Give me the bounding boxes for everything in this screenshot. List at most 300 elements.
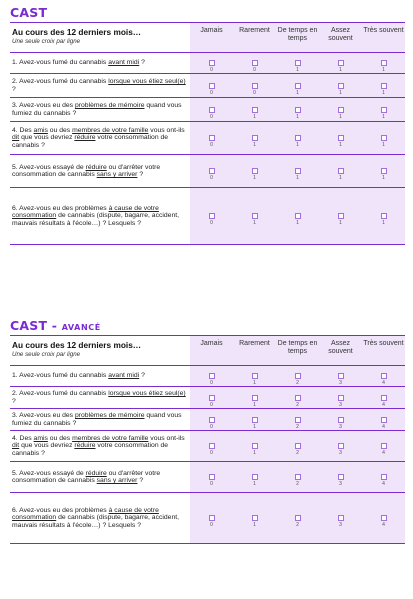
emphasized-text: membres de votre famille (72, 126, 149, 134)
answer-option (338, 213, 344, 226)
score-value: 1 (296, 142, 299, 148)
score-value: 4 (382, 423, 385, 430)
score-value: 1 (339, 67, 342, 73)
question-text (10, 431, 190, 462)
question-text-segment: ? (137, 171, 144, 178)
score-value: 1 (253, 175, 256, 181)
question-row (10, 409, 405, 431)
answer-option (209, 168, 215, 181)
score-value: 2 (296, 522, 299, 528)
score-value: 3 (339, 481, 342, 487)
score-value: 3 (339, 380, 342, 386)
question-text-segment: 6. Avez-vous eu des problèmes (12, 506, 109, 514)
question-header-instruction: Une seule croix par ligne (12, 351, 81, 358)
answer-checkbox[interactable] (338, 417, 344, 423)
answer-cell (362, 493, 405, 544)
question-text (10, 98, 190, 122)
answer-option (252, 515, 258, 528)
score-value: 0 (210, 401, 213, 408)
answer-option (209, 515, 215, 528)
section-title: CAST - AVANCÉ (10, 318, 101, 333)
answer-header-tres-souvent: Très souvent (362, 336, 405, 366)
score-value: 4 (382, 380, 385, 386)
question-text-segment: que vous devriez (19, 442, 75, 450)
answer-cell (190, 366, 233, 387)
score-value: 1 (253, 450, 256, 456)
answer-cell (190, 188, 233, 245)
answer-option (338, 417, 344, 430)
answer-cell (362, 188, 405, 245)
score-value: 0 (210, 423, 213, 430)
score-value: 1 (339, 113, 342, 120)
score-value: 2 (296, 481, 299, 487)
question-text-segment: de cannabis (dispute, bagarre, accident, mauvais résultats à l'école…) ? Lesquels ? (12, 514, 180, 529)
emphasized-text: dit (12, 442, 20, 450)
answer-cell (362, 53, 405, 74)
answer-option (209, 107, 215, 120)
answer-header-jamais: Jamais (190, 23, 233, 53)
answer-checkbox[interactable] (295, 474, 301, 480)
answer-checkbox[interactable] (252, 168, 258, 174)
score-value: 0 (253, 89, 256, 96)
score-value: 1 (296, 220, 299, 226)
answer-cell (233, 387, 276, 409)
score-value: 0 (210, 481, 213, 487)
answer-option (252, 417, 258, 430)
answer-cell (233, 122, 276, 155)
question-text-segment: 3. Avez-vous eu des (12, 102, 75, 109)
answer-checkbox[interactable] (381, 107, 387, 113)
answer-cell (276, 188, 319, 245)
score-value: 0 (210, 89, 213, 96)
answer-checkbox[interactable] (338, 515, 344, 521)
answer-checkbox[interactable] (295, 373, 301, 379)
score-value: 1 (382, 67, 385, 73)
question-text-segment: de cannabis (dispute, bagarre, accident, mauvais résultats à l'école…) ? Lesquels ? (12, 212, 180, 227)
score-value: 1 (382, 113, 385, 120)
answer-option (338, 135, 344, 148)
question-text-segment: 4. Des (12, 126, 34, 134)
emphasized-text: sans y arriver (96, 171, 138, 178)
question-row (10, 462, 405, 493)
answer-cell (362, 366, 405, 387)
answer-option (338, 373, 344, 386)
question-text (10, 409, 190, 431)
answer-option (295, 395, 301, 408)
score-value: 4 (382, 522, 385, 528)
score-value: 1 (296, 113, 299, 120)
header-row (10, 336, 405, 366)
answer-cell (362, 122, 405, 155)
answer-checkbox[interactable] (338, 83, 344, 89)
answer-option (295, 213, 301, 226)
answer-option (338, 60, 344, 73)
question-text-segment: quand vous fumiez du cannabis ? (12, 102, 182, 117)
questionnaire-table (10, 335, 405, 544)
answer-checkbox[interactable] (252, 474, 258, 480)
answer-checkbox[interactable] (381, 83, 387, 89)
answer-checkbox[interactable] (295, 213, 301, 219)
answer-checkbox[interactable] (295, 107, 301, 113)
answer-checkbox[interactable] (338, 107, 344, 113)
question-row (10, 74, 405, 98)
answer-checkbox[interactable] (338, 60, 344, 66)
answer-cell (319, 122, 362, 155)
question-text (10, 387, 190, 409)
answer-checkbox[interactable] (252, 107, 258, 113)
section-title: CAST (10, 5, 48, 20)
answer-cell (319, 409, 362, 431)
emphasized-text: lorsque vous étiez seul(e) (108, 78, 186, 85)
answer-cell (362, 431, 405, 462)
answer-option (338, 168, 344, 181)
answer-option (295, 168, 301, 181)
answer-option (209, 395, 215, 408)
emphasized-text: réduire (74, 134, 96, 142)
question-text-segment: 5. Avez-vous essayé de (12, 163, 86, 171)
answer-checkbox[interactable] (295, 443, 301, 449)
answer-checkbox[interactable] (209, 107, 215, 113)
answer-option (252, 83, 258, 96)
answer-checkbox[interactable] (209, 213, 215, 219)
answer-cell (190, 98, 233, 122)
emphasized-text: membres de votre famille (72, 434, 149, 442)
answer-cell (233, 98, 276, 122)
answer-checkbox[interactable] (209, 135, 215, 141)
answer-cell (319, 431, 362, 462)
question-header-title: Au cours des 12 derniers mois… (12, 340, 142, 350)
answer-header-rarement: Rarement (233, 336, 276, 366)
answer-option (295, 417, 301, 430)
question-row (10, 366, 405, 387)
question-text-segment: votre consommation de cannabis ? (12, 442, 169, 457)
answer-cell (233, 53, 276, 74)
answer-cell (276, 53, 319, 74)
answer-cell (190, 122, 233, 155)
answer-cell (276, 366, 319, 387)
score-value: 1 (382, 89, 385, 96)
answer-option (295, 60, 301, 73)
answer-option (252, 373, 258, 386)
score-value: 1 (253, 522, 256, 528)
question-text-segment: ? (139, 59, 145, 67)
answer-checkbox[interactable] (381, 135, 387, 141)
question-text (10, 53, 190, 74)
answer-checkbox[interactable] (381, 213, 387, 219)
score-value: 0 (210, 380, 213, 386)
answer-checkbox[interactable] (338, 135, 344, 141)
answer-cell (276, 431, 319, 462)
answer-checkbox[interactable] (252, 417, 258, 423)
question-text-segment: 1. Avez-vous fumé du cannabis (12, 59, 109, 67)
question-row (10, 431, 405, 462)
answer-option (252, 135, 258, 148)
answer-checkbox[interactable] (338, 213, 344, 219)
answer-option (209, 135, 215, 148)
question-text-segment: votre consommation de cannabis ? (12, 134, 169, 149)
emphasized-text: dit (12, 134, 20, 142)
answer-option (209, 443, 215, 456)
answer-checkbox[interactable] (381, 515, 387, 521)
score-value: 2 (296, 401, 299, 408)
answer-checkbox[interactable] (209, 417, 215, 423)
answer-checkbox[interactable] (381, 60, 387, 66)
answer-cell (319, 493, 362, 544)
answer-checkbox[interactable] (209, 443, 215, 449)
score-value: 4 (382, 450, 385, 456)
question-header-title: Au cours des 12 derniers mois… (12, 27, 142, 37)
answer-checkbox[interactable] (209, 373, 215, 379)
answer-checkbox[interactable] (338, 168, 344, 174)
emphasized-text: sans y arriver (96, 477, 138, 484)
section-subtitle: AVANCÉ (61, 323, 101, 332)
answer-cell (190, 409, 233, 431)
emphasized-text: à cause de votre consommation (12, 506, 159, 522)
score-value: 1 (253, 423, 256, 430)
answer-checkbox[interactable] (295, 83, 301, 89)
score-value: 4 (382, 401, 385, 408)
question-text-segment: ou des (47, 126, 73, 134)
score-value: 1 (382, 142, 385, 148)
answer-cell (319, 74, 362, 98)
answer-checkbox[interactable] (295, 168, 301, 174)
answer-cell (233, 431, 276, 462)
answer-option (295, 135, 301, 148)
answer-option (295, 443, 301, 456)
question-text-segment: ? (137, 477, 144, 484)
answer-checkbox[interactable] (209, 83, 215, 89)
answer-cell (233, 409, 276, 431)
answer-checkbox[interactable] (209, 60, 215, 66)
score-value: 2 (296, 380, 299, 386)
score-value: 1 (253, 401, 256, 408)
answer-option (381, 135, 387, 148)
question-row (10, 122, 405, 155)
answer-option (209, 417, 215, 430)
answer-option (338, 107, 344, 120)
question-row (10, 387, 405, 409)
score-value: 3 (339, 401, 342, 408)
answer-cell (319, 366, 362, 387)
answer-checkbox[interactable] (252, 83, 258, 89)
answer-checkbox[interactable] (252, 213, 258, 219)
answer-checkbox[interactable] (295, 395, 301, 401)
score-value: 1 (339, 220, 342, 226)
answer-checkbox[interactable] (209, 474, 215, 480)
answer-cell (233, 188, 276, 245)
answer-cell (190, 493, 233, 544)
answer-cell (319, 188, 362, 245)
answer-cell (276, 98, 319, 122)
answer-checkbox[interactable] (209, 168, 215, 174)
answer-option (209, 60, 215, 73)
answer-checkbox[interactable] (252, 395, 258, 401)
answer-checkbox[interactable] (252, 443, 258, 449)
question-text-segment: 6. Avez-vous eu des problèmes (12, 204, 109, 212)
answer-checkbox[interactable] (381, 373, 387, 379)
emphasized-text: problèmes de mémoire (74, 412, 145, 419)
answer-cell (276, 74, 319, 98)
answer-cell (233, 493, 276, 544)
answer-header-assez-souvent: Assez souvent (319, 336, 362, 366)
question-text-segment: ou d'arrêter votre consommation de cannabis (12, 163, 161, 178)
score-value: 1 (339, 89, 342, 96)
answer-cell (276, 155, 319, 188)
score-value: 0 (210, 113, 213, 120)
answer-option (381, 515, 387, 528)
answer-checkbox[interactable] (338, 373, 344, 379)
score-value: 3 (339, 522, 342, 528)
score-value: 3 (339, 450, 342, 456)
score-value: 1 (382, 175, 385, 181)
header-row (10, 23, 405, 53)
answer-checkbox[interactable] (209, 515, 215, 521)
answer-option (252, 213, 258, 226)
answer-option (338, 443, 344, 456)
answer-checkbox[interactable] (338, 395, 344, 401)
question-text-segment: ? (12, 85, 16, 93)
question-text-segment: ? (12, 397, 16, 405)
answer-cell (190, 74, 233, 98)
score-value: 1 (253, 113, 256, 120)
question-text-segment: ? (139, 372, 145, 380)
emphasized-text: avant midi (108, 59, 140, 67)
answer-header-assez-souvent: Assez souvent (319, 23, 362, 53)
answer-option (209, 213, 215, 226)
answer-cell (362, 98, 405, 122)
question-text (10, 462, 190, 493)
answer-cell (276, 409, 319, 431)
answer-cell (190, 155, 233, 188)
answer-cell (319, 98, 362, 122)
answer-option (338, 515, 344, 528)
question-row (10, 493, 405, 544)
cast-avance-section (10, 317, 405, 544)
answer-cell (362, 155, 405, 188)
answer-cell (319, 462, 362, 493)
answer-option (295, 107, 301, 120)
answer-checkbox[interactable] (209, 395, 215, 401)
emphasized-text: à cause de votre consommation (12, 204, 159, 220)
score-value: 0 (210, 522, 213, 528)
answer-cell (190, 53, 233, 74)
answer-option (381, 107, 387, 120)
cast-section (10, 4, 405, 245)
answer-option (338, 395, 344, 408)
answer-option (381, 443, 387, 456)
emphasized-text: amis (33, 126, 48, 134)
score-value: 0 (210, 220, 213, 226)
answer-cell (362, 74, 405, 98)
answer-checkbox[interactable] (252, 135, 258, 141)
score-value: 1 (253, 380, 256, 386)
question-text-segment: 4. Des (12, 434, 34, 442)
emphasized-text: problèmes de mémoire (74, 102, 145, 109)
score-value: 4 (382, 481, 385, 487)
question-text-segment: 1. Avez-vous fumé du cannabis (12, 372, 109, 380)
answer-option (381, 417, 387, 430)
answer-checkbox[interactable] (295, 515, 301, 521)
score-value: 1 (253, 220, 256, 226)
questionnaire-table (10, 22, 405, 245)
answer-checkbox[interactable] (381, 168, 387, 174)
emphasized-text: réduire (74, 442, 96, 450)
answer-checkbox[interactable] (252, 515, 258, 521)
question-text (10, 188, 190, 245)
answer-option (295, 474, 301, 487)
score-value: 0 (210, 67, 213, 73)
question-text-segment: 5. Avez-vous essayé de (12, 469, 86, 477)
question-header (10, 23, 190, 53)
answer-checkbox[interactable] (295, 135, 301, 141)
score-value: 0 (210, 450, 213, 456)
answer-cell (319, 155, 362, 188)
answer-header-de-temps-en-temps: De temps en temps (276, 23, 319, 53)
emphasized-text: réduire (85, 163, 107, 171)
question-text-segment: 2. Avez-vous fumé du cannabis (12, 390, 109, 397)
answer-checkbox[interactable] (295, 417, 301, 423)
answer-option (252, 107, 258, 120)
answer-cell (233, 74, 276, 98)
answer-checkbox[interactable] (295, 60, 301, 66)
question-text-segment: 3. Avez-vous eu des (12, 412, 75, 419)
score-value: 1 (253, 481, 256, 487)
answer-checkbox[interactable] (252, 373, 258, 379)
answer-checkbox[interactable] (381, 474, 387, 480)
question-text (10, 493, 190, 544)
answer-checkbox[interactable] (338, 474, 344, 480)
answer-option (209, 373, 215, 386)
answer-cell (276, 462, 319, 493)
answer-option (381, 373, 387, 386)
question-header (10, 336, 190, 366)
answer-checkbox[interactable] (381, 395, 387, 401)
question-text-segment: ou des (47, 434, 73, 442)
answer-option (381, 83, 387, 96)
answer-cell (276, 493, 319, 544)
answer-option (252, 60, 258, 73)
answer-header-tres-souvent: Très souvent (362, 23, 405, 53)
question-row (10, 155, 405, 188)
answer-cell (190, 387, 233, 409)
score-value: 1 (296, 89, 299, 96)
answer-option (209, 83, 215, 96)
answer-checkbox[interactable] (381, 443, 387, 449)
answer-checkbox[interactable] (381, 417, 387, 423)
answer-cell (190, 431, 233, 462)
answer-option (295, 515, 301, 528)
question-text (10, 155, 190, 188)
question-row (10, 188, 405, 245)
answer-option (295, 373, 301, 386)
question-text-segment: 2. Avez-vous fumé du cannabis (12, 78, 109, 85)
answer-option (381, 395, 387, 408)
answer-option (338, 83, 344, 96)
score-value: 0 (210, 142, 213, 148)
question-text-segment: ou d'arrêter votre consommation de cannabis (12, 469, 161, 484)
question-row (10, 98, 405, 122)
answer-option (252, 168, 258, 181)
score-value: 3 (339, 423, 342, 430)
question-row (10, 53, 405, 74)
emphasized-text: lorsque vous étiez seul(e) (108, 390, 186, 397)
answer-option (338, 474, 344, 487)
answer-checkbox[interactable] (252, 60, 258, 66)
answer-cell (319, 387, 362, 409)
answer-checkbox[interactable] (338, 443, 344, 449)
answer-cell (362, 462, 405, 493)
answer-cell (233, 155, 276, 188)
